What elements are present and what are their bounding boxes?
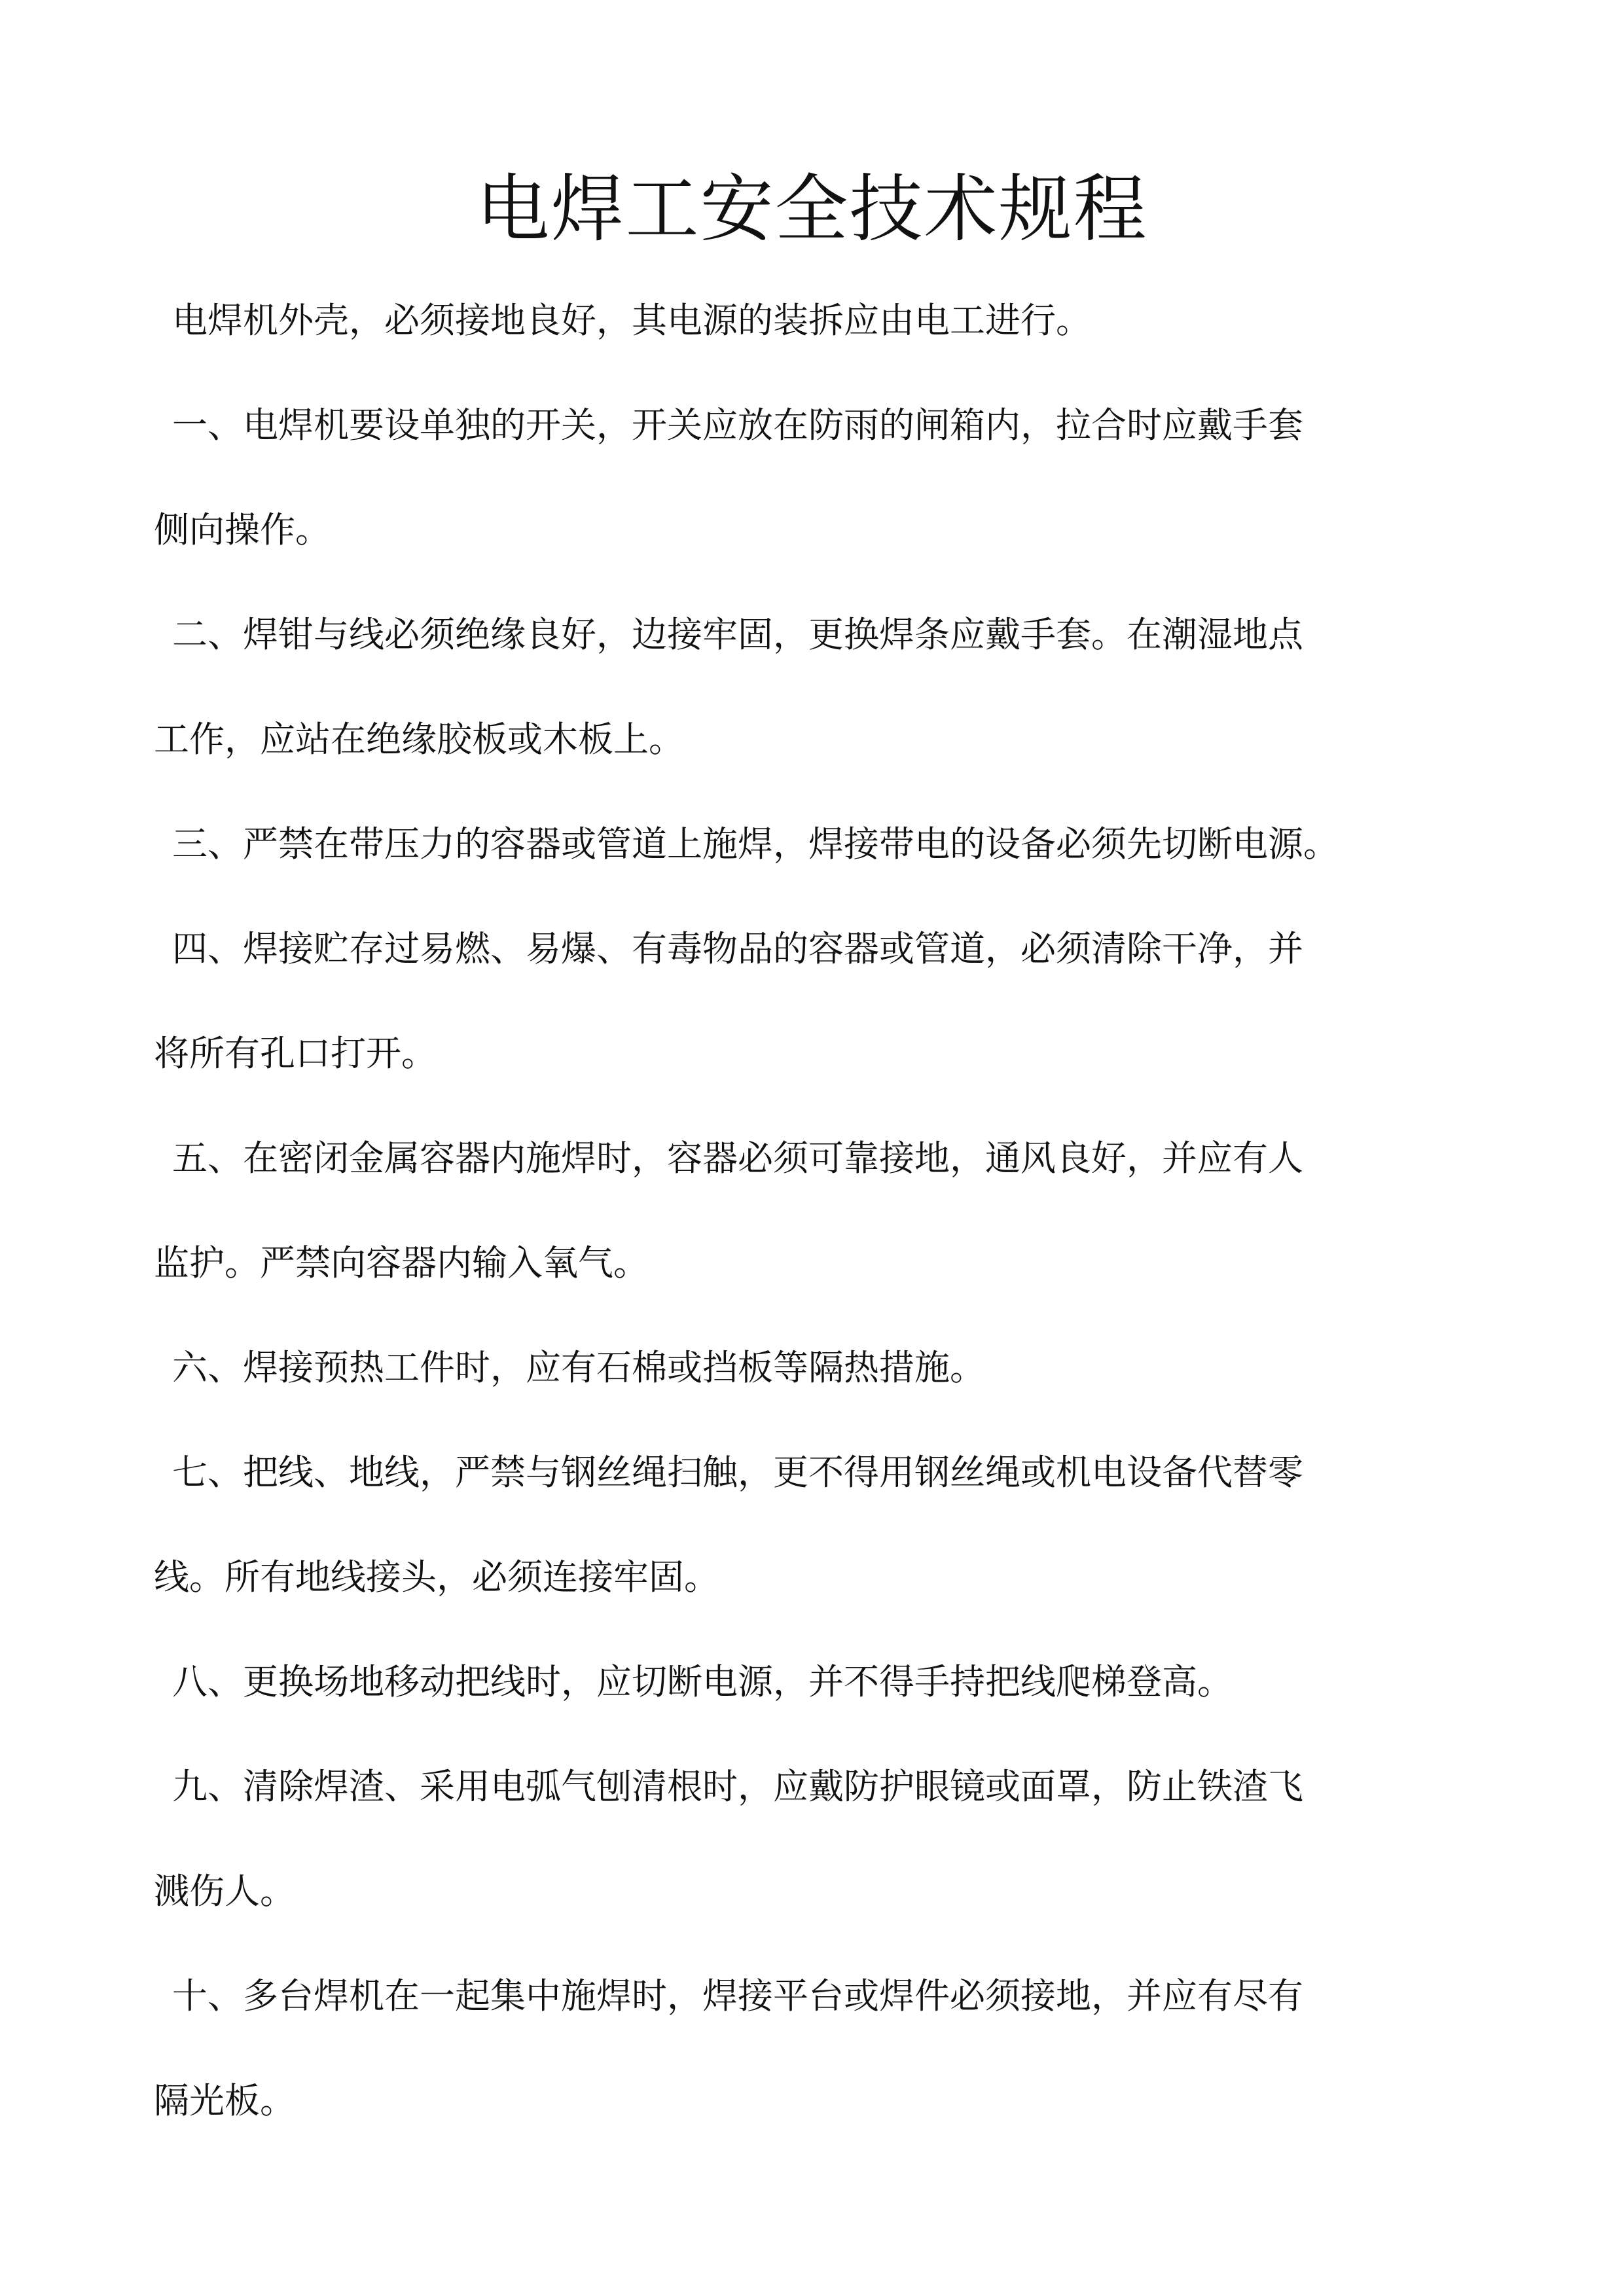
text-line: 三、严禁在带压力的容器或管道上施焊，焊接带电的设备必须先切断电源。 [172,823,1339,865]
text-line: 八、更换场地移动把线时，应切断电源，并不得手持把线爬梯登高。 [172,1661,1233,1702]
text-line: 四、焊接贮存过易燃、易爆、有毒物品的容器或管道，必须清除干净，并 [172,928,1303,969]
text-line: 二、焊钳与线必须绝缘良好，边接牢固，更换焊条应戴手套。在潮湿地点 [172,614,1303,655]
text-line: 监护。严禁向容器内输入氧气。 [154,1242,649,1283]
document-body [154,268,1483,2153]
text-line: 五、在密闭金属容器内施焊时，容器必须可靠接地，通风良好，并应有人 [172,1138,1303,1179]
text-line: 侧向操作。 [154,509,331,550]
text-line: 线。所有地线接头，必须连接牢固。 [154,1556,719,1598]
text-line: 电焊机外壳，必须接地良好，其电源的装拆应由电工进行。 [172,300,1091,341]
text-line: 工作，应站在绝缘胶板或木板上。 [154,719,684,760]
text-line: 隔光板。 [154,2080,295,2121]
text-line: 一、电焊机要设单独的开关，开关应放在防雨的闸箱内，拉合时应戴手套 [172,404,1303,446]
text-line: 九、清除焊渣、采用电弧气刨清根时，应戴防护眼镜或面罩，防止铁渣飞 [172,1766,1303,1807]
text-line: 溅伤人。 [154,1871,295,1912]
text-line: 七、把线、地线，严禁与钢丝绳扫触，更不得用钢丝绳或机电设备代替零 [172,1452,1303,1493]
page-title: 电焊工安全技术规程 [476,167,1148,252]
text-line: 十、多台焊机在一起集中施焊时，焊接平台或焊件必须接地，并应有尽有 [172,1975,1303,2017]
text-line: 六、焊接预热工件时，应有石棉或挡板等隔热措施。 [172,1347,985,1388]
text-line: 将所有孔口打开。 [154,1033,437,1074]
